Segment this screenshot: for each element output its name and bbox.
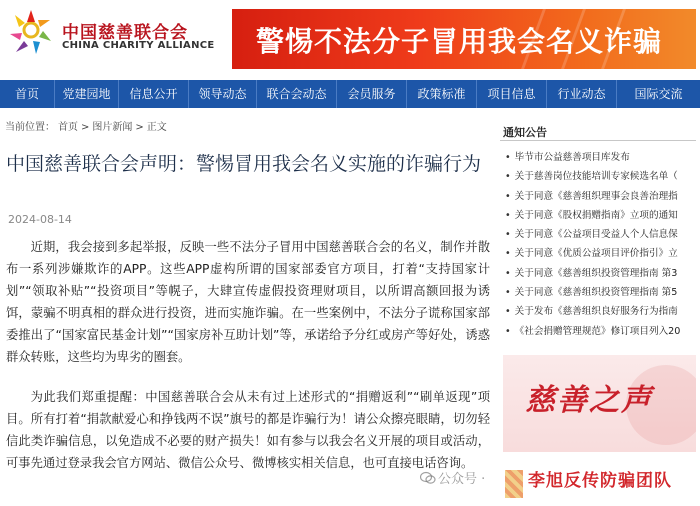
notice-item[interactable]: • 关于同意《股权捐赠指南》立项的通知 bbox=[505, 206, 695, 225]
notice-item[interactable]: • 关于同意《慈善组织理事会良善治理指 bbox=[505, 187, 695, 206]
notice-item[interactable]: • 关于发布《慈善组织良好服务行为指南 bbox=[505, 302, 695, 321]
wechat-icon bbox=[420, 471, 436, 485]
breadcrumb-separator: > bbox=[81, 122, 90, 133]
nav-item-policy[interactable]: 政策标准 bbox=[407, 80, 477, 108]
notice-item[interactable]: • 关于同意《慈善组织投资管理指南 第5 bbox=[505, 283, 695, 302]
banner-text: 警惕不法分子冒用我会名义诈骗 bbox=[256, 25, 663, 58]
promo-text: 慈善之声 bbox=[525, 383, 653, 418]
watermark-text: 公众号 · bbox=[438, 472, 486, 487]
nav-item-alliance-news[interactable]: 联合会动态 bbox=[257, 80, 337, 108]
notice-item[interactable]: • 毕节市公益慈善项目库发布 bbox=[505, 148, 695, 167]
nav-item-home[interactable]: 首页 bbox=[0, 80, 55, 108]
header-banner bbox=[232, 9, 696, 69]
nav-item-leadership[interactable]: 领导动态 bbox=[189, 80, 257, 108]
notice-item[interactable]: • 关于同意《公益项目受益人个人信息保 bbox=[505, 225, 695, 244]
notice-list bbox=[505, 148, 695, 341]
author-badge: 李旭反传防骗团队 bbox=[528, 471, 672, 491]
nav-item-member-services[interactable]: 会员服务 bbox=[337, 80, 407, 108]
notice-divider bbox=[500, 140, 696, 141]
breadcrumb-picture-news[interactable]: 图片新闻 bbox=[92, 122, 133, 133]
notice-item[interactable]: • 关于慈善岗位技能培训专家候选名单（ bbox=[505, 167, 695, 186]
breadcrumb-home[interactable]: 首页 bbox=[58, 122, 78, 133]
nav-item-info-disclosure[interactable]: 信息公开 bbox=[119, 80, 189, 108]
notice-item[interactable]: • 《社会捐赠管理规范》修订项目列入20 bbox=[505, 322, 695, 341]
site-header bbox=[0, 0, 700, 78]
nav-item-projects[interactable]: 项目信息 bbox=[477, 80, 547, 108]
notice-section-title: 通知公告 bbox=[503, 126, 547, 139]
article-title: 中国慈善联合会声明：警惕冒用我会名义实施的诈骗行为 bbox=[6, 153, 482, 175]
charity-voice-promo-banner[interactable] bbox=[503, 355, 696, 452]
breadcrumb bbox=[5, 118, 170, 133]
breadcrumb-separator: > bbox=[135, 122, 144, 133]
charity-alliance-logo-icon[interactable] bbox=[8, 8, 54, 60]
avatar bbox=[505, 470, 523, 498]
nav-item-international[interactable]: 国际交流 bbox=[634, 87, 683, 101]
main-nav bbox=[0, 80, 700, 108]
logo-title-cn[interactable]: 中国慈善联合会 bbox=[62, 23, 188, 43]
nav-item-industry[interactable]: 行业动态 bbox=[547, 80, 617, 108]
notice-item[interactable]: • 关于同意《慈善组织投资管理指南 第3 bbox=[505, 264, 695, 283]
article-paragraph-2: 为此我们郑重提醒：中国慈善联合会从未有过上述形式的“捐赠返利”“刷单返现”项目。所有打着“捐款献爱心和挣钱两不误”旗号的都是诈骗行为！请公众擦亮眼睛，切勿轻信此类诈骗信息，以免造成不必要的财产损失！如有参与以我会名义开展的项目或活动，可事先通过登录我会官方网站、微信公众号、微博核实相关信息，也可直接电话咨询。 bbox=[6, 390, 490, 470]
notice-item[interactable]: • 关于同意《优质公益项目评价指引》立 bbox=[505, 244, 695, 263]
breadcrumb-current: 正文 bbox=[146, 122, 167, 133]
nav-item-party-building[interactable]: 党建园地 bbox=[55, 80, 119, 108]
breadcrumb-prefix: 当前位置： bbox=[5, 122, 55, 133]
logo-title-en: CHINA CHARITY ALLIANCE bbox=[62, 40, 215, 51]
article-date: 2024-08-14 bbox=[8, 213, 72, 226]
article-paragraph-1: 近期，我会接到多起举报，反映一些不法分子冒用中国慈善联合会的名义，制作并散布一系列涉嫌欺诈的APP。这些APP虚构所谓的国家部委官方项目，打着“支持国家计划”“领取补贴”“投资项目”等幌子，大肆宣传虚假投资理财项目，以所谓高额回报为诱饵，蒙骗不明真相的群众进行投资，进而实施诈骗。在一些案例中，不法分子谎称国家部委推出了“国家富民基金计划”“国家房补互助计划”等，承诺给予分红或房产等好处，诱惑群众转账，这些均为卑劣的圈套。 bbox=[6, 240, 490, 364]
